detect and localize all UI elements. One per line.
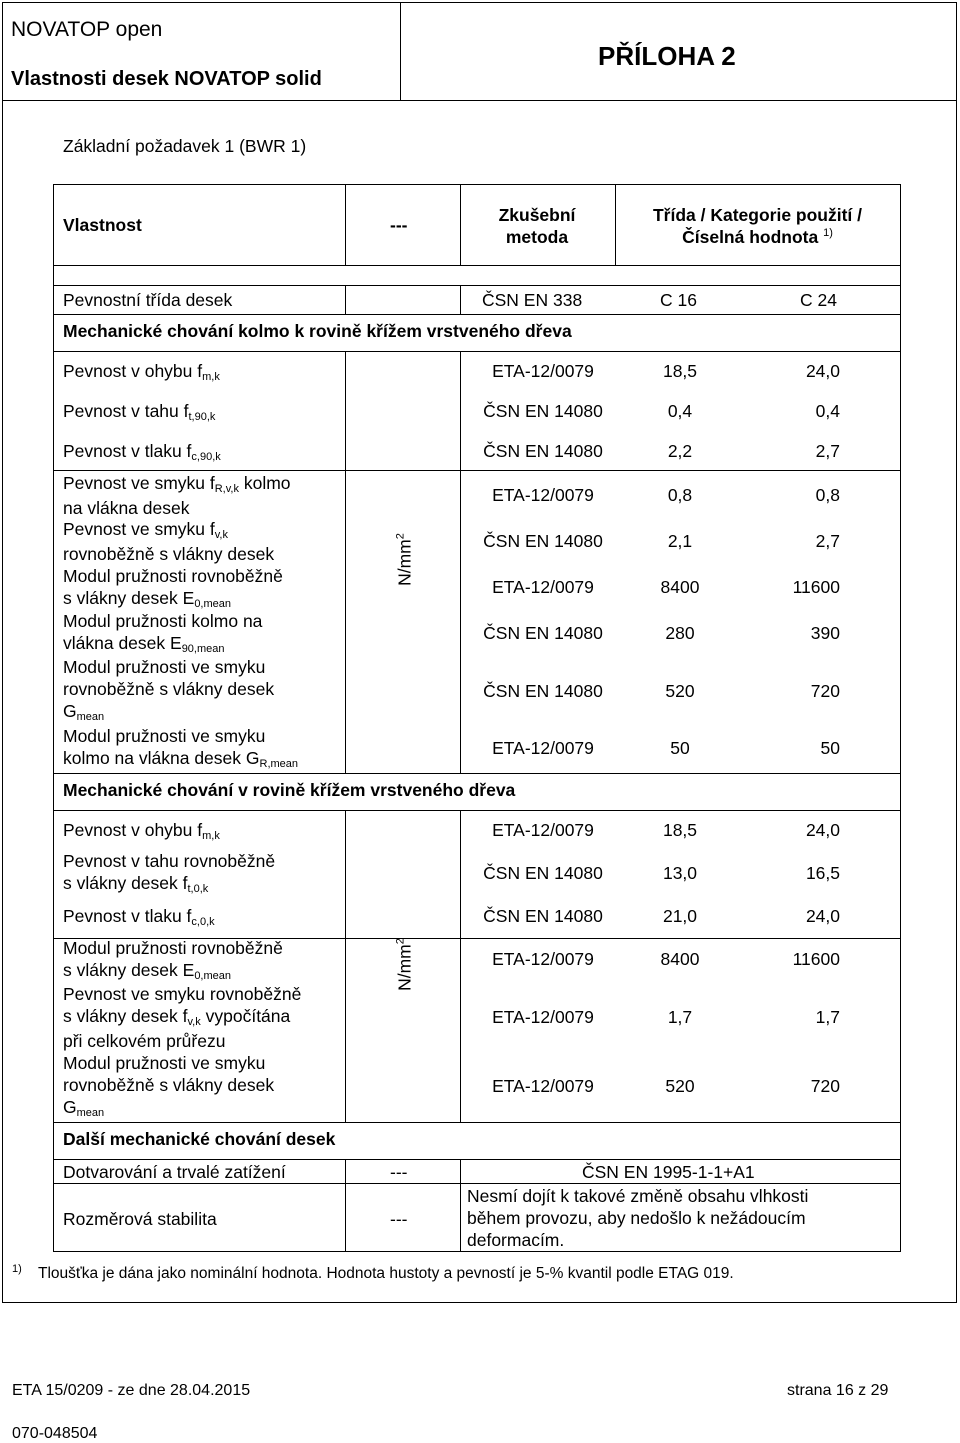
s2-row-label-line <box>63 872 275 897</box>
s2-row-value-c16: 18,5 <box>662 820 698 840</box>
col-rule <box>345 184 346 266</box>
s1-row-value-c16: 8400 <box>660 577 700 597</box>
s1-row-label-line <box>63 700 274 725</box>
s2-row-value-c24: 24,0 <box>805 906 840 926</box>
footnote-mark: 1) <box>12 1263 22 1275</box>
s2-row-label-line <box>63 1052 274 1074</box>
col-rule <box>345 1159 346 1252</box>
s2-row-label-line <box>63 1096 274 1121</box>
row-rule <box>53 1122 901 1123</box>
s1-row-label-line <box>63 518 274 543</box>
s2-row-label-text: Pevnost v tahu rovnoběžně <box>63 851 276 871</box>
col-rule <box>460 810 461 1122</box>
s1-row-label-line <box>63 632 262 657</box>
s2-row-label-line <box>63 1030 301 1052</box>
s1-row-label-text: vlákna desek E <box>63 633 182 653</box>
col-rule <box>615 184 616 266</box>
s1-row-label-text: Modul pružnosti ve smyku <box>63 657 266 677</box>
s1-row-label-line <box>63 472 291 497</box>
s1-row-value-c16: 50 <box>670 738 690 758</box>
row-rule <box>53 285 901 286</box>
s1-row-label-text: na vlákna desek <box>63 498 190 518</box>
table-top-rule <box>53 184 901 185</box>
s2-row-label-text: při celkovém průřezu <box>63 1031 226 1051</box>
footer-right: strana 16 z 29 <box>787 1382 889 1399</box>
strength-class-v2: C 24 <box>800 290 837 310</box>
footer-code: 070-048504 <box>12 1425 98 1442</box>
s2-row-method: ČSN EN 14080 <box>483 906 603 926</box>
section3-title: Další mechanické chování desek <box>63 1129 336 1149</box>
strength-class-method: ČSN EN 338 <box>482 290 583 310</box>
s2-row-label <box>63 1052 274 1121</box>
s2-row-label <box>63 937 283 984</box>
s1-row-label-line <box>63 543 274 565</box>
s1-row-method: ČSN EN 14080 <box>483 441 603 461</box>
s1-row-label <box>63 360 220 385</box>
s2-row-label-subscript: mean <box>76 1107 105 1119</box>
creep-label: Dotvarování a trvalé zatížení <box>63 1162 286 1182</box>
s2-row-label-subscript: v,k <box>187 1016 201 1028</box>
s1-row-label-subscript: c,90,k <box>191 451 221 463</box>
col-rule <box>345 810 346 1122</box>
s1-row-label-subscript: m,k <box>202 371 220 383</box>
s2-row-method: ETA-12/0079 <box>492 949 594 969</box>
header-test-method <box>478 204 596 248</box>
col-rule <box>460 184 461 266</box>
header-property: Vlastnost <box>63 215 142 235</box>
s1-row-label-text: Pevnost v tahu f <box>63 401 189 421</box>
s2-row-label-text: s vlákny desek f <box>63 1006 188 1026</box>
s1-row-label <box>63 610 262 657</box>
header-test-method-line1: Zkušební <box>498 205 576 225</box>
s2-row-method: ČSN EN 14080 <box>483 863 603 883</box>
header-test-method-line2: metoda <box>505 227 569 247</box>
s2-row-label <box>63 905 215 930</box>
s1-row-value-c16: 0,4 <box>667 401 693 421</box>
s1-row-label <box>63 656 274 725</box>
s2-row-value-c16: 21,0 <box>662 906 698 926</box>
unit-sup: 2 <box>394 533 407 540</box>
s1-row-value-c16: 280 <box>665 623 695 643</box>
strength-class-v1: C 16 <box>660 290 697 310</box>
stability-label: Rozměrová stabilita <box>63 1209 217 1229</box>
header-unit: --- <box>390 215 408 235</box>
s1-row-value-c24: 24,0 <box>805 361 840 381</box>
s2-row-label-line <box>63 959 283 984</box>
s2-row-value-c16: 1,7 <box>667 1007 693 1027</box>
s1-row-label-subscript: 0,mean <box>194 598 232 610</box>
footer-left: ETA 15/0209 - ze dne 28.04.2015 <box>12 1382 251 1399</box>
s1-row-value-c16: 2,1 <box>667 531 693 551</box>
s1-row-label <box>63 565 283 612</box>
s2-row-value-c24: 11600 <box>792 949 840 969</box>
s1-row-method: ETA-12/0079 <box>492 577 594 597</box>
s1-row-value-c16: 0,8 <box>667 485 693 505</box>
s2-row-label-text: vypočítána <box>200 1006 291 1026</box>
unit-label-section2 <box>395 925 416 1005</box>
s1-row-label-line <box>63 400 215 425</box>
s2-row-value-c24: 720 <box>810 1076 840 1096</box>
s1-row-value-c24: 0,4 <box>815 401 840 421</box>
s2-row-label-text: Pevnost ve smyku rovnoběžně <box>63 984 302 1004</box>
s1-row-label-subscript: R,v,k <box>214 483 239 495</box>
s1-row-label-text: rovnoběžně s vlákny desek <box>63 544 275 564</box>
s2-row-value-c16: 13,0 <box>662 863 698 883</box>
s2-row-label <box>63 850 275 897</box>
s2-row-value-c24: 16,5 <box>805 863 840 883</box>
s2-row-label-subscript: m,k <box>202 830 220 842</box>
s1-row-label-line <box>63 610 262 632</box>
s1-row-label-line <box>63 656 274 678</box>
s2-row-label-subscript: 0,mean <box>194 970 232 982</box>
s1-row-label-line <box>63 678 274 700</box>
stability-unit: --- <box>390 1209 408 1229</box>
s1-row-value-c24: 2,7 <box>815 441 840 461</box>
row-rule <box>53 314 901 315</box>
s2-row-label-text: Pevnost v tlaku f <box>63 906 192 926</box>
unit-text: N/mm <box>394 944 415 991</box>
s1-row-value-c24: 0,8 <box>815 485 840 505</box>
s1-row-label <box>63 440 221 465</box>
row-rule <box>53 773 901 774</box>
s1-row-label-line <box>63 587 283 612</box>
s1-row-label-text: Pevnost ve smyku f <box>63 519 215 539</box>
stability-value <box>467 1185 808 1251</box>
row-rule <box>53 810 901 811</box>
s1-row-label-subscript: R,mean <box>259 758 299 770</box>
s1-row-label-line <box>63 565 283 587</box>
s1-row-value-c24: 390 <box>810 623 840 643</box>
s2-row-label-text: Modul pružnosti ve smyku <box>63 1053 266 1073</box>
s1-row-value-c24: 50 <box>820 738 840 758</box>
s1-row-label-text: rovnoběžně s vlákny desek <box>63 679 275 699</box>
s2-row-value-c16: 520 <box>665 1076 695 1096</box>
s1-row-value-c16: 18,5 <box>662 361 698 381</box>
unit-text: N/mm <box>394 539 415 586</box>
footnote-text: Tloušťka je dána jako nominální hodnota. Hodnota hustoty a pevností je 5-% kvantil podle ETAG 019. <box>38 1265 734 1282</box>
table-bottom-rule <box>53 1251 901 1252</box>
s1-row-label-line <box>63 747 298 772</box>
s2-row-value-c24: 24,0 <box>805 820 840 840</box>
requirement-title: Základní požadavek 1 (BWR 1) <box>63 136 307 156</box>
s1-row-label-line <box>63 440 221 465</box>
s2-row-value-c24: 1,7 <box>815 1007 840 1027</box>
row-rule <box>53 1159 901 1160</box>
s2-row-label-text: G <box>63 1097 77 1117</box>
s1-row-label <box>63 472 291 519</box>
header-class-line1: Třída / Kategorie použití / <box>652 205 863 225</box>
header-bottom-rule <box>2 100 957 101</box>
s1-row-label-text: Pevnost v ohybu f <box>63 361 203 381</box>
table-right-rule <box>900 184 901 1252</box>
s1-row-label-text: Modul pružnosti ve smyku <box>63 726 266 746</box>
s1-row-label-line <box>63 725 298 747</box>
col-rule <box>345 351 346 773</box>
s2-row-value-c16: 8400 <box>660 949 700 969</box>
header-class <box>630 204 885 251</box>
stability-value-line1: Nesmí dojít k takové změně obsahu vlhkosti <box>467 1186 809 1206</box>
s2-row-label-text: Pevnost v ohybu f <box>63 820 203 840</box>
s1-row-method: ČSN EN 14080 <box>483 623 603 643</box>
s1-row-label <box>63 725 298 772</box>
s1-row-value-c24: 2,7 <box>815 531 840 551</box>
s1-row-label-text: kolmo <box>238 473 291 493</box>
stability-value-line2: během provozu, aby nedošlo k nežádoucím <box>467 1208 806 1228</box>
row-rule <box>53 351 901 352</box>
s1-row-label-subscript: 90,mean <box>181 643 225 655</box>
s2-row-method: ETA-12/0079 <box>492 820 594 840</box>
s2-row-label-text: rovnoběžně s vlákny desek <box>63 1075 275 1095</box>
s2-row-label-text: Modul pružnosti rovnoběžně <box>63 938 283 958</box>
s1-row-label-subscript: mean <box>76 711 105 723</box>
annex-title: PŘÍLOHA 2 <box>598 41 736 71</box>
col-rule <box>345 285 346 314</box>
s2-row-label-line <box>63 905 215 930</box>
s1-row-method: ETA-12/0079 <box>492 738 594 758</box>
s1-row-label-text: Pevnost v tlaku f <box>63 441 192 461</box>
footnote-ref: 1) <box>823 227 833 239</box>
s1-row-value-c16: 520 <box>665 681 695 701</box>
s1-row-label-text: Modul pružnosti kolmo na <box>63 611 263 631</box>
s2-row-label-text: s vlákny desek f <box>63 873 188 893</box>
s2-row-label-line <box>63 1005 301 1030</box>
s2-row-label-text: s vlákny desek E <box>63 960 195 980</box>
s2-row-label-subscript: t,0,k <box>187 883 209 895</box>
s2-row-label-line <box>63 819 220 844</box>
s1-row-label-text: s vlákny desek E <box>63 588 195 608</box>
unit-label-section1 <box>395 520 416 600</box>
s1-row-label-line <box>63 360 220 385</box>
s1-row-method: ČSN EN 14080 <box>483 531 603 551</box>
s2-row-label-line <box>63 1074 274 1096</box>
s1-row-label-text: kolmo na vlákna desek G <box>63 748 260 768</box>
unit-sup: 2 <box>394 938 407 945</box>
strength-class-label: Pevnostní třída desek <box>63 290 233 310</box>
table-left-rule <box>53 184 54 1252</box>
s2-row-method: ETA-12/0079 <box>492 1076 594 1096</box>
row-rule <box>53 470 901 471</box>
s2-row-label-line <box>63 983 301 1005</box>
brand-title: NOVATOP open <box>11 18 163 41</box>
s2-row-label-line <box>63 937 283 959</box>
s1-row-label-subscript: t,90,k <box>188 411 216 423</box>
s1-row-label-text: G <box>63 701 77 721</box>
s1-row-label <box>63 518 274 565</box>
col-rule <box>460 1159 461 1252</box>
s1-row-label-text: Pevnost ve smyku f <box>63 473 215 493</box>
col-rule <box>460 351 461 773</box>
s1-row-value-c16: 2,2 <box>667 441 693 461</box>
s2-row-label-subscript: c,0,k <box>191 916 215 928</box>
s1-row-value-c24: 11600 <box>792 577 840 597</box>
s1-row-value-c24: 720 <box>810 681 840 701</box>
s1-row-label-text: Modul pružnosti rovnoběžně <box>63 566 283 586</box>
header-class-line2 <box>630 226 885 251</box>
s1-row-method: ČSN EN 14080 <box>483 681 603 701</box>
s1-row-method: ETA-12/0079 <box>492 361 594 381</box>
header-divider <box>400 2 401 100</box>
s2-row-label-line <box>63 850 275 872</box>
document-subtitle: Vlastnosti desek NOVATOP solid <box>11 68 322 90</box>
s1-row-method: ETA-12/0079 <box>492 485 594 505</box>
creep-unit: --- <box>390 1162 408 1182</box>
s2-row-method: ETA-12/0079 <box>492 1007 594 1027</box>
creep-value: ČSN EN 1995-1-1+A1 <box>582 1162 755 1182</box>
col-rule <box>460 285 461 314</box>
s2-row-label <box>63 983 301 1052</box>
s2-row-label <box>63 819 220 844</box>
s1-row-method: ČSN EN 14080 <box>483 401 603 421</box>
header-class-text: Číselná hodnota <box>682 227 819 247</box>
s1-row-label-subscript: v,k <box>214 529 228 541</box>
table-header-rule <box>53 265 901 266</box>
section2-title: Mechanické chování v rovině křížem vrstveného dřeva <box>63 780 516 800</box>
s1-row-label-line <box>63 497 291 519</box>
row-rule <box>53 1183 901 1184</box>
section1-title: Mechanické chování kolmo k rovině křížem vrstveného dřeva <box>63 321 572 341</box>
s1-row-label <box>63 400 215 425</box>
stability-value-line3: deformacím. <box>467 1230 565 1250</box>
